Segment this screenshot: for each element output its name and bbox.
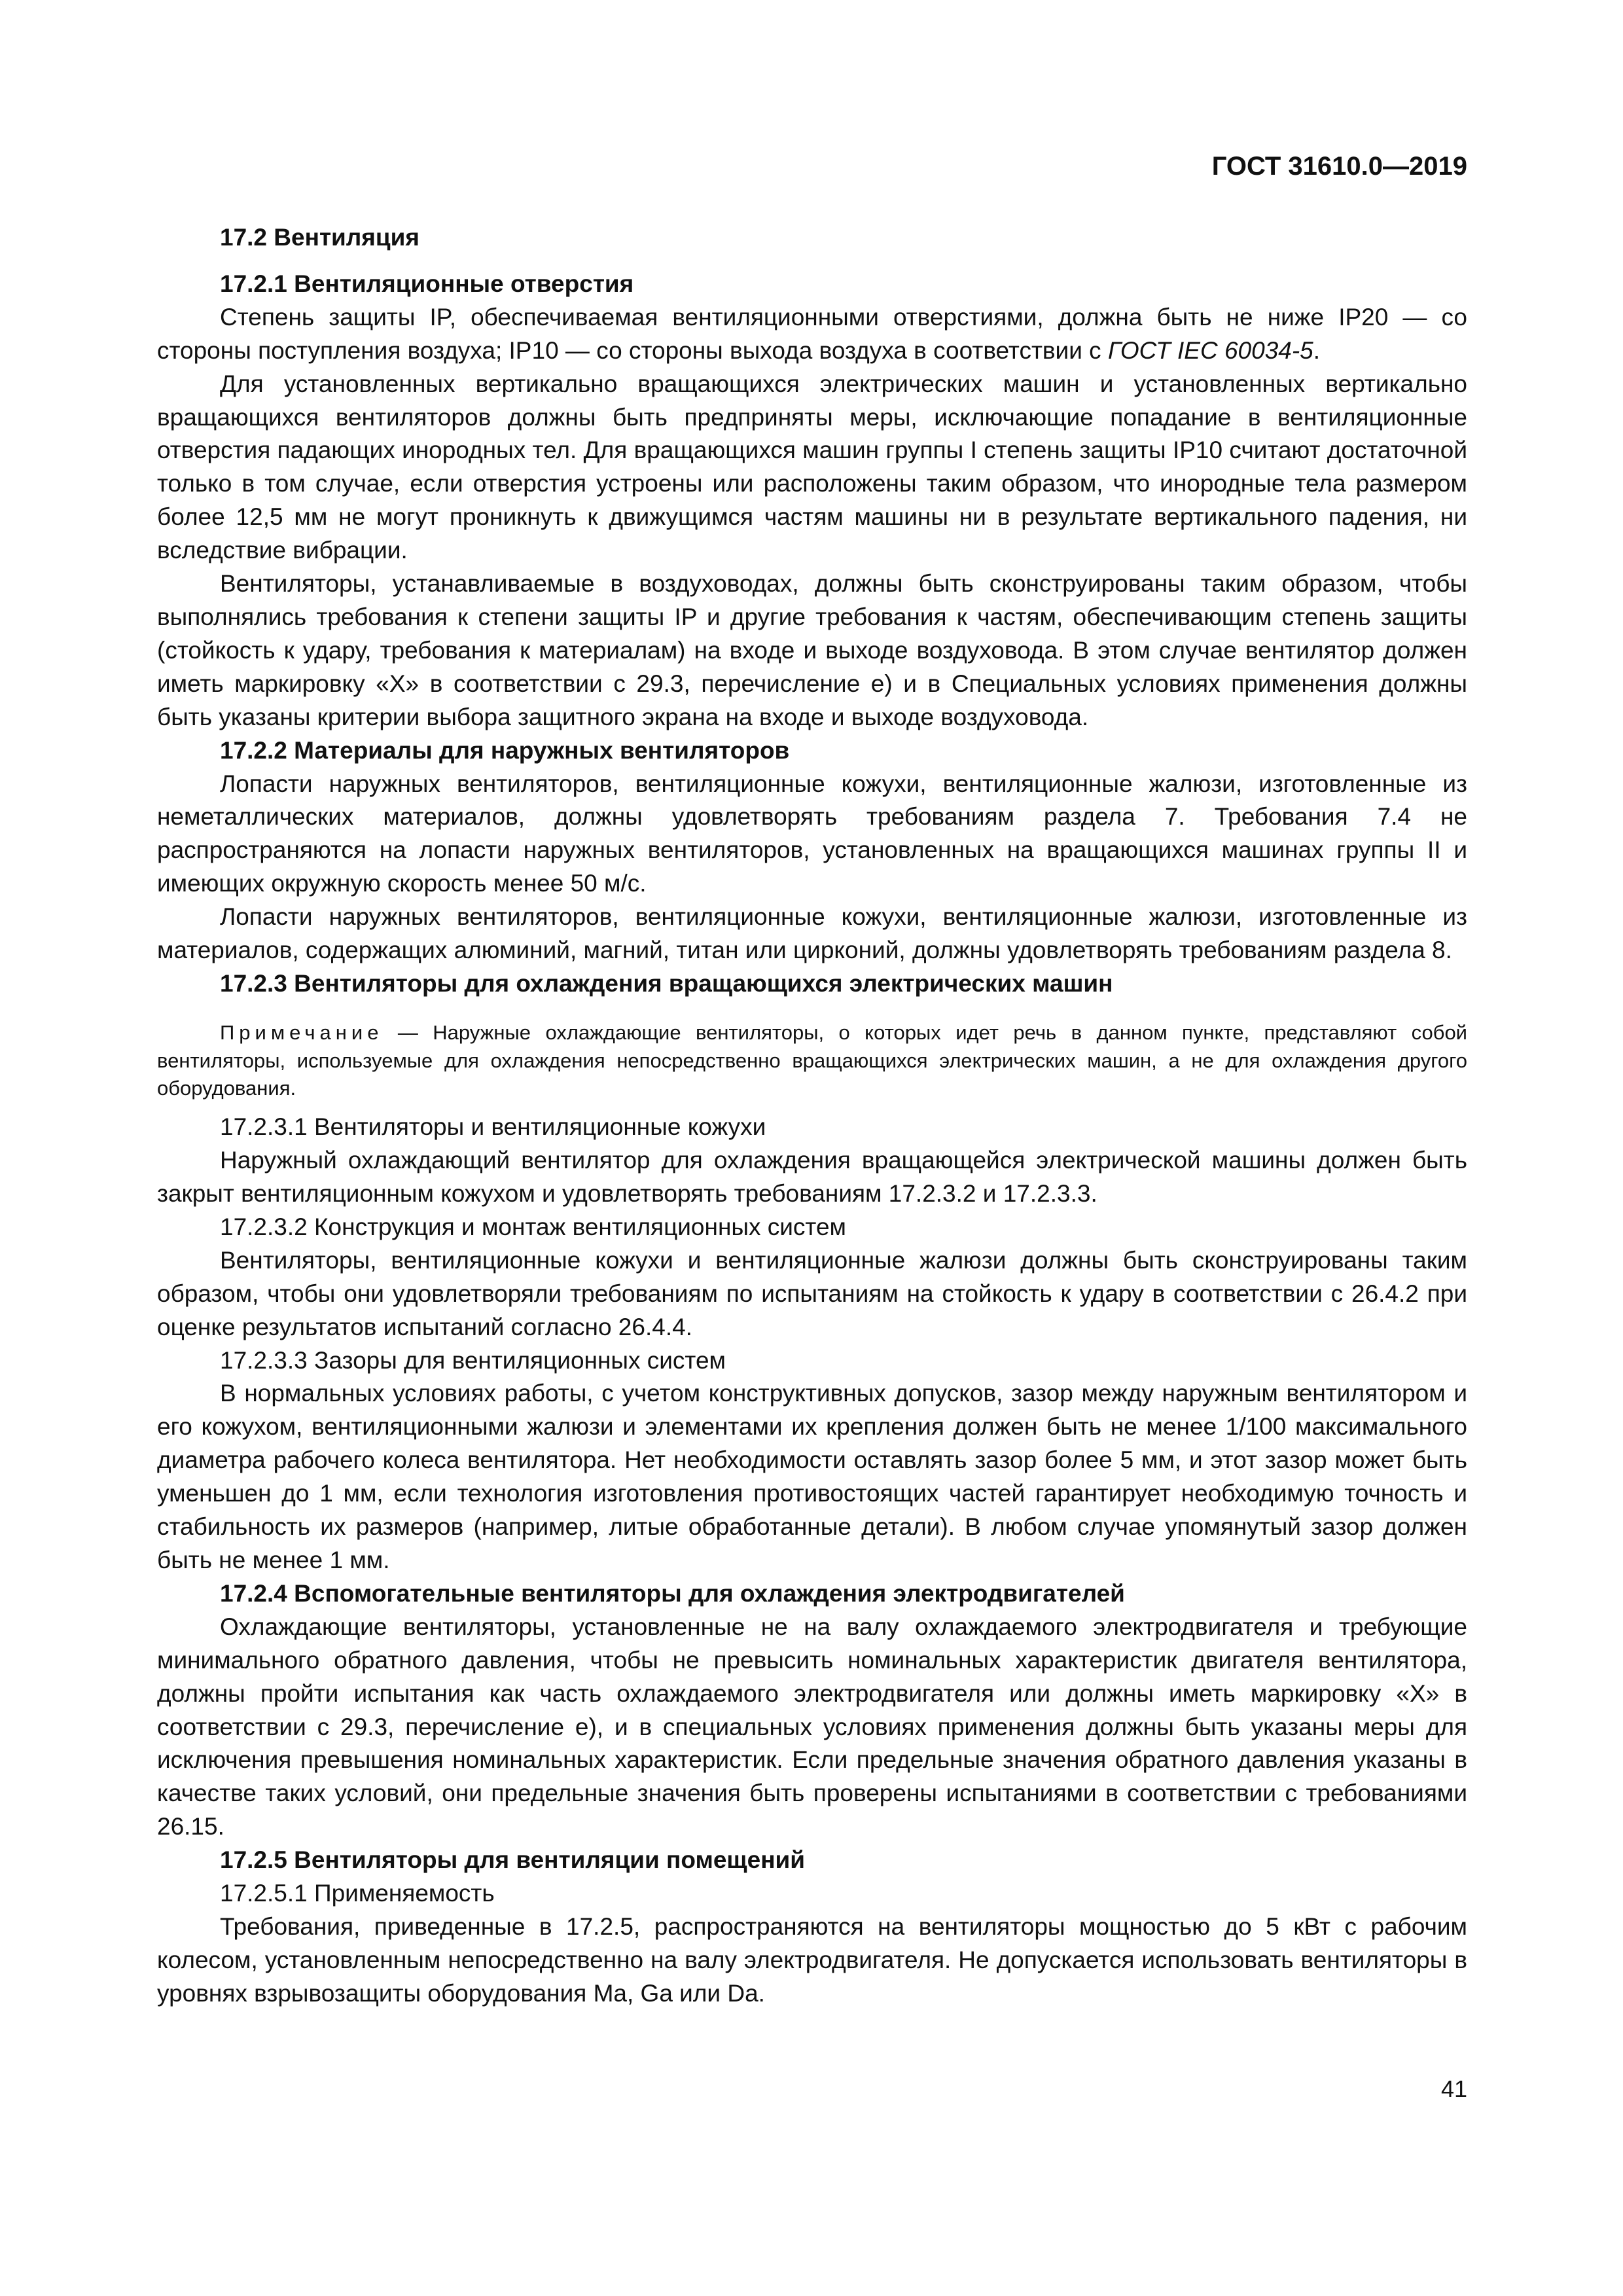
paragraph: Охлаждающие вентиляторы, установленные не на валу охлаждаемого электродвигателя и требующие минимального обратного давления, чтобы не превысить номинальных характеристик двигателя вентилятора, должны пройти испытания как часть охлаждаемого электродвигателя или должны иметь маркировку «X» в соответствии с 29.3, перечисление е), и в специальных условиях применения должны быть указаны меры для исключения превышения номинальных характеристик. Если предельные значения обратного давления указаны в качестве таких условий, они предельные значения быть проверены испытаниями в соответствии с требованиями 26.15. (157, 1613, 1467, 1840)
paragraph: Лопасти наружных вентиляторов, вентиляционные кожухи, вентиляционные жалюзи, изготовленные из неметаллических материалов, должны удовлетворять требованиям раздела 7. Требования 7.4 не распространяются на лопасти наружных вентиляторов, установленных на вращающихся машинах группы II и имеющих окружную скорость менее 50 м/с. (157, 770, 1467, 897)
subsection-heading-17-2-3-2: 17.2.3.2 Конструкция и монтаж вентиляционных систем (220, 1213, 846, 1240)
section-heading-17-2: 17.2 Вентиляция (220, 224, 419, 251)
standard-reference: ГОСТ IEC 60034-5 (1107, 336, 1313, 364)
paragraph: Вентиляторы, вентиляционные кожухи и вентиляционные жалюзи должны быть сконструированы таким образом, чтобы они удовлетворяли требованиям по испытаниям на стойкость к удару в соответствии с 26.4.2 при оценке результатов испытаний согласно 26.4.4. (157, 1246, 1467, 1340)
page-number: 41 (1440, 2075, 1467, 2102)
paragraph (157, 301, 1467, 368)
paragraph: В нормальных условиях работы, с учетом конструктивных допусков, зазор между наружным вентилятором и его кожухом, вентиляционными жалюзи и элементами их крепления должен быть не менее 1/100 максимального диаметра рабочего колеса вентилятора. Нет необходимости оставлять зазор более 5 мм, и этот зазор может быть уменьшен до 1 мм, если технология изготовления противостоящих частей гарантирует необходимую точность и стабильность их размеров (например, литые обработанные детали). В любом случае упомянутый зазор должен быть не менее 1 мм. (157, 1380, 1467, 1574)
document-body (157, 221, 1467, 2011)
section-heading-17-2-2: 17.2.2 Материалы для наружных вентиляторов (220, 736, 790, 764)
section-heading-17-2-5: 17.2.5 Вентиляторы для вентиляции помещений (220, 1846, 806, 1874)
paragraph: Требования, приведенные в 17.2.5, распространяются на вентиляторы мощностью до 5 кВт с рабочим колесом, установленным непосредственно на валу электродвигателя. Не допускается использовать вентиляторы в уровнях взрывозащиты оборудования Ma, Ga или Da. (157, 1912, 1467, 2007)
paragraph: Наружный охлаждающий вентилятор для охлаждения вращающейся электрической машины должен быть закрыт вентиляционным кожухом и удовлетворять требованиям 17.2.3.2 и 17.2.3.3. (157, 1147, 1467, 1208)
paragraph-text: Степень защиты IP, обеспечиваемая вентиляционными отверстиями, должна быть не ниже IP20 — со стороны поступления воздуха; IP10 — со стороны выхода воздуха в соответствии с (157, 303, 1467, 364)
subsection-heading-17-2-5-1: 17.2.5.1 Применяемость (220, 1880, 495, 1907)
subsection-heading-17-2-3-3: 17.2.3.3 Зазоры для вентиляционных систем (220, 1346, 726, 1374)
section-heading-17-2-1: 17.2.1 Вентиляционные отверстия (220, 270, 634, 297)
paragraph-text: . (1313, 336, 1321, 364)
subsection-heading-17-2-3-1: 17.2.3.1 Вентиляторы и вентиляционные кожухи (220, 1113, 766, 1141)
section-heading-17-2-3: 17.2.3 Вентиляторы для охлаждения вращающихся электрических машин (220, 969, 1113, 997)
standard-number: ГОСТ 31610.0—2019 (1211, 152, 1467, 181)
note-text: — Наружные охлаждающие вентиляторы, о которых идет речь в данном пункте, представляют собой вентиляторы, используемые для охлаждения непосредственно вращающихся электрических машин, а не для охлаждения другого оборудования. (157, 1020, 1467, 1100)
paragraph: Лопасти наружных вентиляторов, вентиляционные кожухи, вентиляционные жалюзи, изготовленные из материалов, содержащих алюминий, магний, титан или цирконий, должны удовлетворять требованиям раздела 8. (157, 903, 1467, 964)
paragraph: Для установленных вертикально вращающихся электрических машин и установленных вертикально вращающихся вентиляторов должны быть предприняты меры, исключающие попадание в вентиляционные отверстия падающих инородных тел. Для вращающихся машин группы I степень защиты IP10 считают достаточной только в том случае, если отверстия устроены или расположены таким образом, что инородные тела размером более 12,5 мм не могут проникнуть к движущимся частям машины ни в результате вертикального падения, ни вследствие вибрации. (157, 370, 1467, 564)
note-label: Примечание (220, 1020, 383, 1044)
note (157, 1019, 1467, 1103)
section-heading-17-2-4: 17.2.4 Вспомогательные вентиляторы для охлаждения электродвигателей (220, 1579, 1125, 1607)
paragraph: Вентиляторы, устанавливаемые в воздуховодах, должны быть сконструированы таким образом, чтобы выполнялись требования к степени защиты IP и другие требования к частям, обеспечивающим степень защиты (стойкость к удару, требования к материалам) на входе и выходе воздуховода. В этом случае вентилятор должен иметь маркировку «X» в соответствии с 29.3, перечисление е) и в Специальных условиях применения должны быть указаны критерии выбора защитного экрана на входе и выходе воздуховода. (157, 570, 1467, 730)
